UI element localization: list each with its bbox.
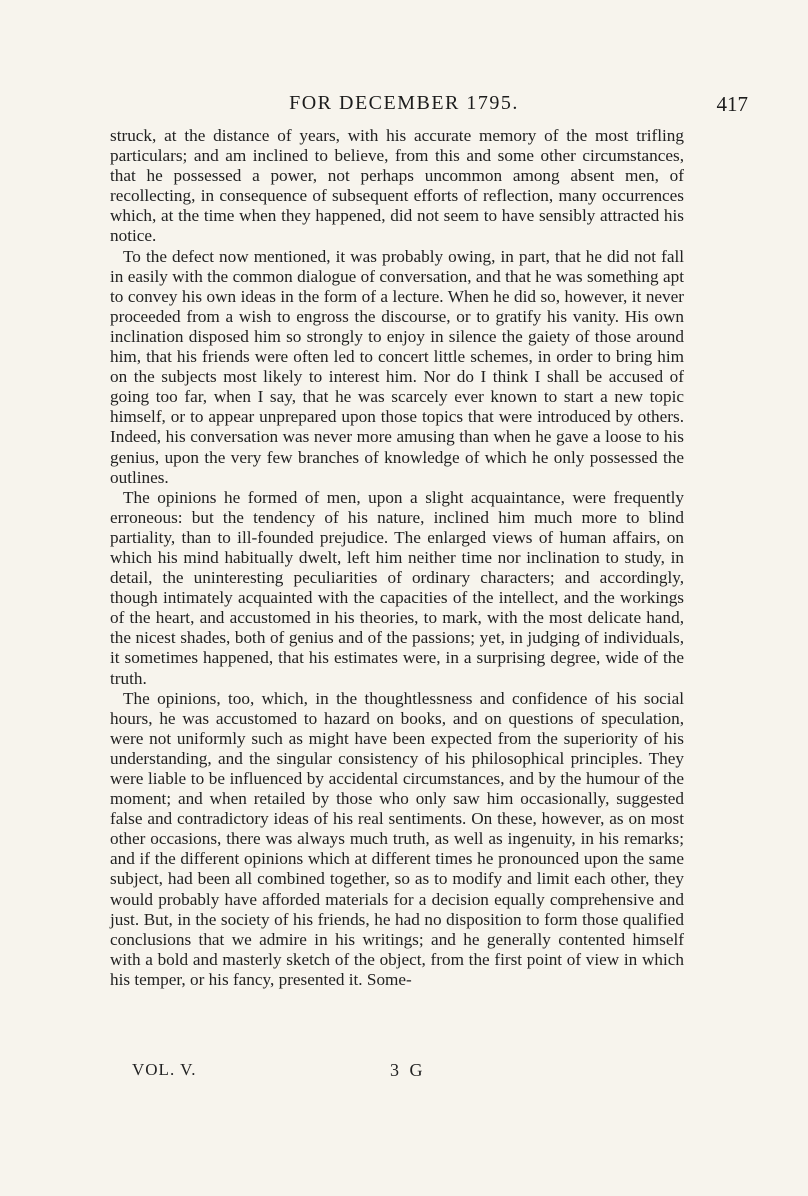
running-head: FOR DECEMBER 1795. bbox=[289, 92, 519, 114]
paragraph-2: To the defect now mentioned, it was probably owing, in part, that he did not fall in easily with the common dialogue of conversation, and that he was something apt to convey his own ideas in the form of a lecture. When he did so, however, it never proceeded from a wish to engross the discourse, or to gratify his vanity. His own inclination disposed him so strongly to enjoy in silence the gaiety of those around him, that his friends were often led to concert little schemes, in order to bring him on the subjects most likely to interest him. Nor do I think I shall be accused of going too far, when I say, that he was scarcely ever known to start a new topic himself, or to appear unprepared upon those topics that were introduced by others. Indeed, his conversation was never more amusing than when he gave a loose to his genius, upon the very few branches of knowledge of which he only possessed the outlines. bbox=[110, 246, 684, 487]
paragraph-4: The opinions, too, which, in the thoughtlessness and confidence of his social hours, he was accustomed to hazard on books, and on questions of speculation, were not uniformly such as might have been expected from the superiority of his understanding, and the singular consistency of his philosophical principles. They were liable to be influenced by accidental circumstances, and by the humour of the moment; and when retailed by those who only saw him occasionally, suggested false and contradictory ideas of his real sentiments. On these, however, as on most other occasions, there was always much truth, as well as ingenuity, in his remarks; and if the different opinions which at different times he pronounced upon the same subject, had been all combined together, so as to modify and limit each other, they would probably have afforded materials for a decision equally comprehensive and just. But, in the society of his friends, he had no disposition to form those qualified conclusions that we admire in his writings; and he generally contented himself with a bold and masterly sketch of the object, from the first point of view in which his temper, or his fancy, presented it. Some- bbox=[110, 688, 684, 989]
paragraph-1: struck, at the distance of years, with his accurate memory of the most trifling particulars; and am inclined to believe, from this and some other circumstances, that he possessed a power, not perhaps uncommon among absent men, of recollecting, in consequence of subsequent efforts of reflection, many occurrences which, at the time when they happened, did not seem to have sensibly attracted his notice. bbox=[110, 126, 684, 246]
page-footer bbox=[0, 1060, 808, 1090]
paragraph-3: The opinions he formed of men, upon a slight acquaintance, were frequently erroneous: but the tendency of his nature, inclined him much more to blind partiality, than to ill-founded prejudice. The enlarged views of human affairs, on which his mind habitually dwelt, left him neither time nor inclination to study, in detail, the uninteresting peculiarities of ordinary characters; and accordingly, though intimately acquainted with the capacities of the intellect, and the workings of the heart, and accustomed in his theories, to mark, with the most delicate hand, the nicest shades, both of genius and of the passions; yet, in judging of individuals, it sometimes happened, that his estimates were, in a surprising degree, wide of the truth. bbox=[110, 487, 684, 688]
page-header bbox=[0, 92, 808, 122]
body-text bbox=[110, 126, 684, 990]
page-number: 417 bbox=[716, 92, 748, 116]
volume-label: VOL. V. bbox=[132, 1060, 197, 1079]
signature-mark: 3 G bbox=[390, 1060, 426, 1080]
